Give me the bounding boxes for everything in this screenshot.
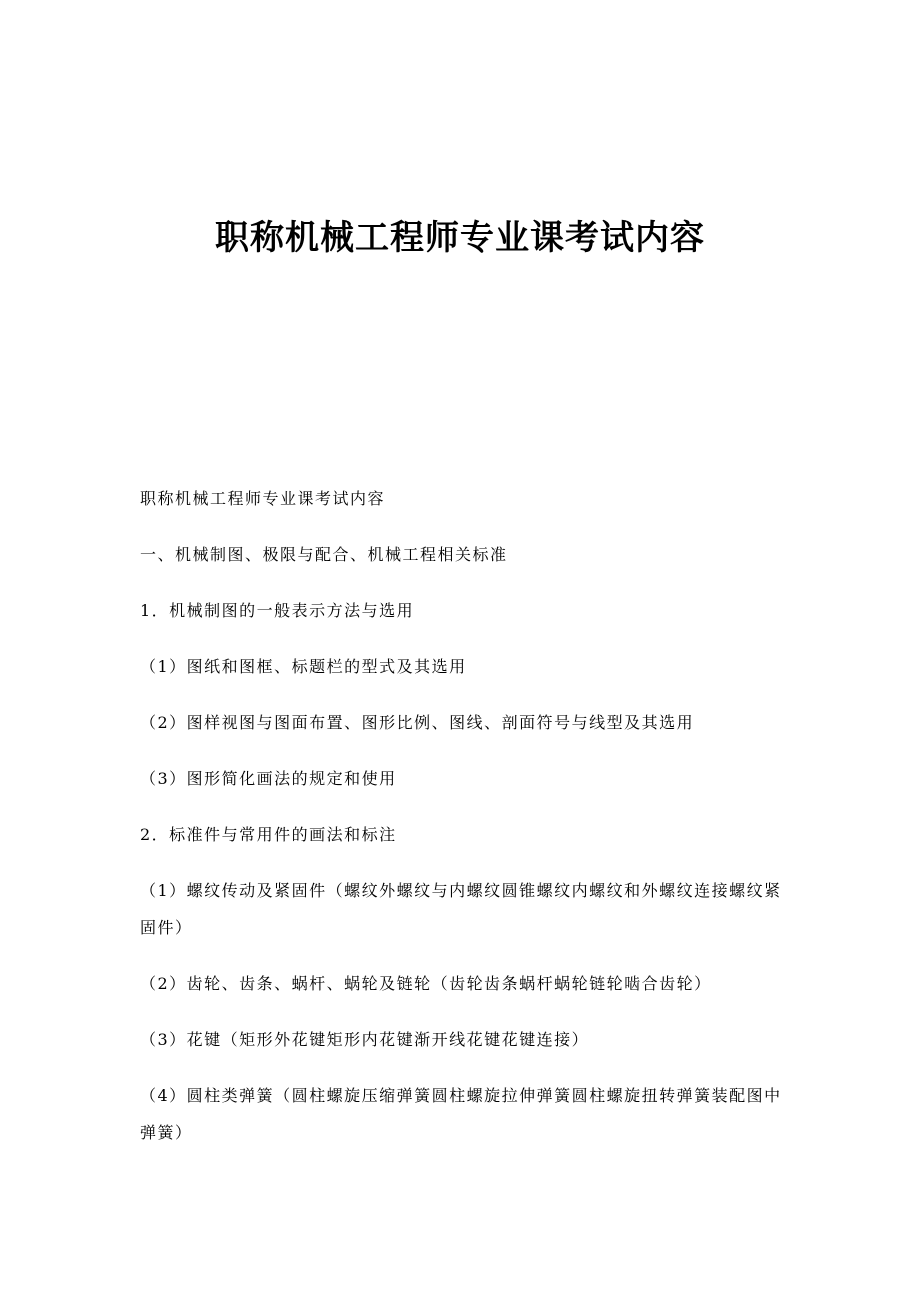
document-title: 职称机械工程师专业课考试内容 bbox=[215, 218, 705, 258]
paragraph-heading-repeat: 职称机械工程师专业课考试内容 bbox=[140, 489, 386, 508]
paragraph-subitem-1-3: （3）图形简化画法的规定和使用 bbox=[140, 769, 397, 788]
paragraph-subitem-2-3: （3）花键（矩形外花键矩形内花键渐开线花键花键连接） bbox=[140, 1030, 590, 1049]
paragraph-subitem-2-2: （2）齿轮、齿条、蜗杆、蜗轮及链轮（齿轮齿条蜗杆蜗轮链轮啮合齿轮） bbox=[140, 974, 712, 993]
paragraph-section-1: 一、机械制图、极限与配合、机械工程相关标准 bbox=[140, 545, 508, 564]
paragraph-subitem-2-1: （1）螺纹传动及紧固件（螺纹外螺纹与内螺纹圆锥螺纹内螺纹和外螺纹连接螺纹紧固件） bbox=[140, 881, 782, 937]
paragraph-subitem-1-2: （2）图样视图与图面布置、图形比例、图线、剖面符号与线型及其选用 bbox=[140, 713, 695, 732]
paragraph-subitem-1-1: （1）图纸和图框、标题栏的型式及其选用 bbox=[140, 657, 467, 676]
document-body bbox=[140, 480, 785, 1170]
paragraph-item-1: 1．机械制图的一般表示方法与选用 bbox=[140, 601, 415, 620]
paragraph-item-2: 2．标准件与常用件的画法和标注 bbox=[140, 825, 397, 844]
paragraph-subitem-2-4: （4）圆柱类弹簧（圆柱螺旋压缩弹簧圆柱螺旋拉伸弹簧圆柱螺旋扭转弹簧装配图中弹簧） bbox=[140, 1086, 782, 1142]
